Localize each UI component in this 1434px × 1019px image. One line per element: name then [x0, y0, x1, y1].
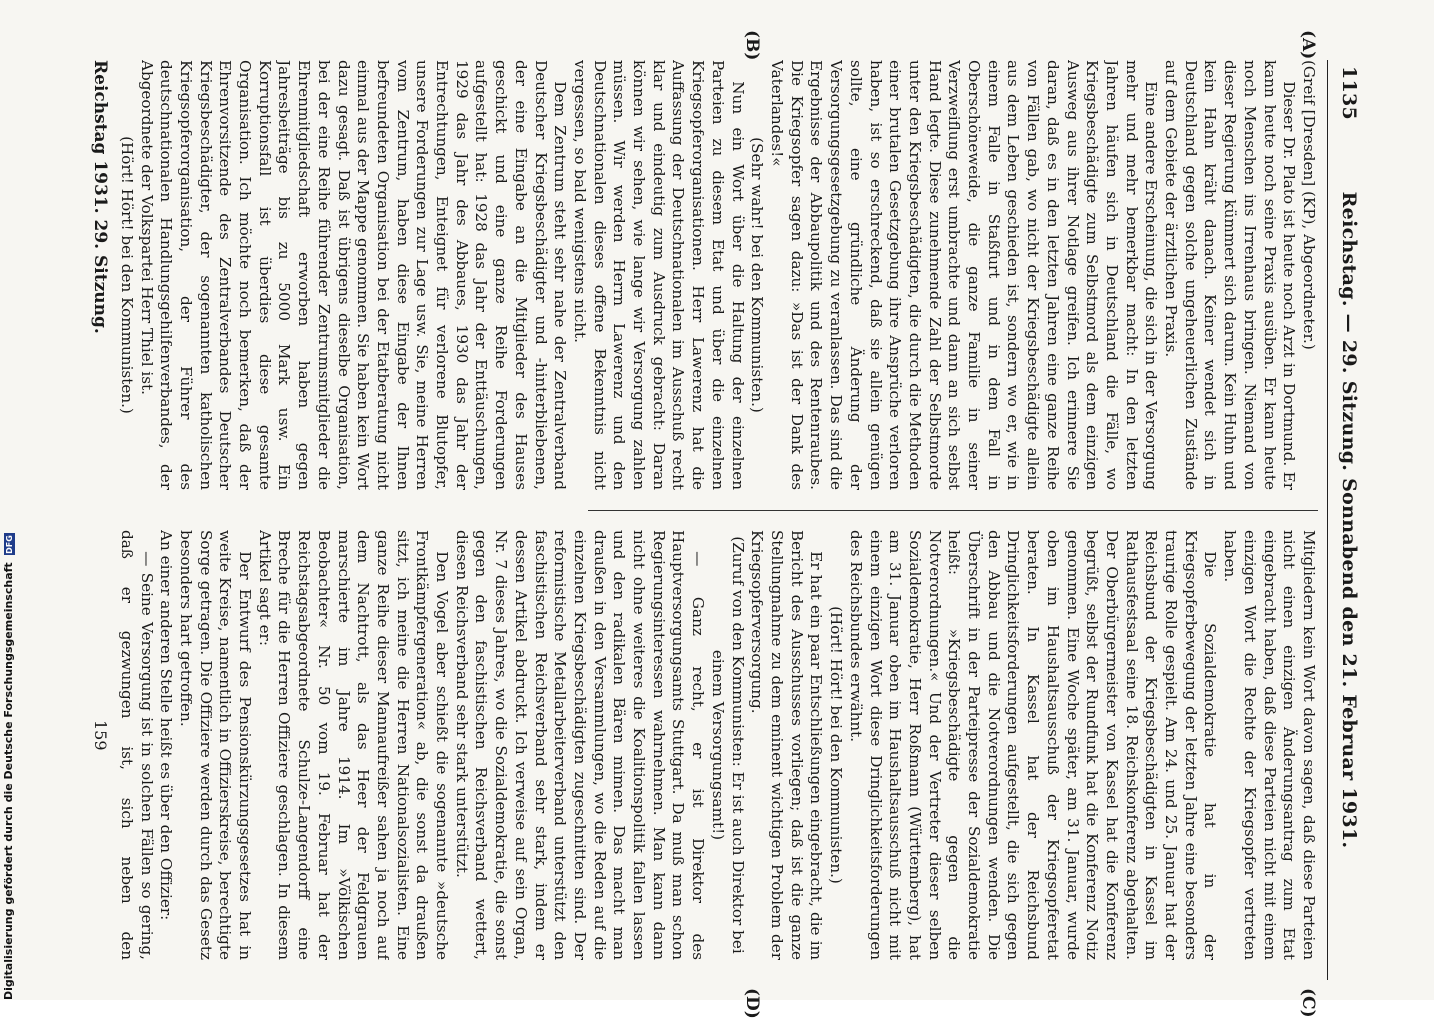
header-title: Reichstag. — 29. Sitzung. Sonnabend den 21. Februar 1931.: [1338, 191, 1360, 849]
paragraph: Den Vogel aber schießt die sogenannte »deutsche Frontkämpfergeneration« ab, die sonst da draußen sitzt, ich meine die Herren Nationalsozialisten. Eine ganze Reihe dieser Mannaufreißer sahen ja noch auf dem Nachtrott, als das Heer der Feldgrauen marschierte im Jahre 1914. Im »Völkischen Beobachter« Nr. 50 vom 19. Februar hat der Reichstagsabgeordnete Schulze-Langendorff eine Breche für die Herren Offiziere geschlagen. In diesem Artikel sagt er:: [255, 530, 452, 960]
interjection: (Hört! Hört! bei den Kommunisten.): [827, 606, 846, 884]
column-divider: [588, 510, 1318, 511]
paragraph: An einer anderen Stelle heißt es über den Offizier:: [157, 530, 176, 921]
interjection: (Zuruf von den Kommunisten: Er ist auch Direktor bei einem Versorgungsamt!): [708, 536, 747, 954]
margin-marker-a: (A): [1298, 30, 1318, 60]
paragraph: Er hat ein paar Entschließungen eingebracht, die im Bericht des Ausschusses vorliegen; daß ist die ganze Stellungnahme zu dem eminent wichtigen Problem der Kriegsopferversorgung.: [748, 530, 826, 960]
credit-text: Digitalisierung gefördert durch die Deutsche Forschungsgemeinschaft: [2, 562, 15, 1000]
dfg-logo-icon: DFG: [4, 535, 14, 554]
paragraph: Dem Zentrum steht sehr nahe der Zentralverband Deutscher Kriegsbeschädigter und -hinterbliebenen, der eine Eingabe an die Mitglieder des Hauses geschickt und eine ganze Reihe Forderungen aufgestellt hat: 1928 das Jahr der Enttäuschungen, 1929 das Jahr des Abbaues, 1930 das Jahr der Entrechtungen, Enteignet für verlorene Blutopfer, unsere Forderungen zur Lage usw. Sie, meine Herren vom Zentrum, haben diese Eingabe der Ihnen befreundeten Organisation bei der Etatberatung nicht einmal aus der Mappe genommen. Sie haben kein Wort dazu gesagt. Daß ist übrigens dieselbe Organisation, bei der eine Reihe führender Zentrumsmitglieder die Ehrenmitgliedschaft erworben haben gegen Jahresbeiträge bis zu 5000 Mark usw. Ein Korruptionsfall ist überdies diese gesamte Organisation. Ich möchte noch bemerken, daß der Ehrenvorsitzende des Zentralverbandes Deutscher Kriegsbeschädigter, der sogenannten katholischen Kriegsopferorganisation, der Führer des deutschnationalen Handlungsgehilfenverbandes, der Abgeordnete der Volkspartei Herr Thiel ist.: [137, 60, 570, 490]
paragraph: (Greif [Dresden] (KP), Abgeordneter.): [1300, 60, 1318, 350]
header-page-number: 1135: [1338, 66, 1360, 121]
paragraph: — Ganz recht, er ist Direktor des Hauptversorgungsamts Stuttgart. Da muß man schon Regierungsinteressen wahrnehmen. Man kann dann nicht ohne weiteres die Koalitionspolitik fallen lassen und den radikalen Bären mimen. Das macht man draußen in den Versammlungen, wo die Reden auf die einzelnen Kriegsbeschädigten zugeschnitten sind. Der reformistische Metallarbeiterverband unterstützt den faschistischen Reichsverband sehr stark, indem er dessen Artikel abdruckt. Ich verweise auf sein Organ, Nr. 7 dieses Jahres, wo die Sozialdemokratie, die sonst gegen den faschistischen Reichsverband wettert, diesen Reichsverband sehr stark unterstützt.: [452, 530, 708, 960]
margin-marker-d: (D): [742, 988, 762, 1019]
right-column: [118, 530, 1318, 960]
paragraph: Mitgliedern kein Wort davon sagen, daß diese Parteien nicht einen einzigen Änderungsantrag zum Etat eingebracht haben, daß diese Parteien nicht mit einem einzigen Wort die Rechte der Kriegsopfer vertreten haben.: [1221, 530, 1318, 960]
quote: — Seine Versorgung ist in solchen Fällen so gering, daß er gezwungen ist, sich neben den: [118, 530, 156, 960]
digitization-credit: [2, 535, 16, 1000]
paragraph: Eine andere Erscheinung, die sich in der Versorgung mehr und mehr bemerkbar macht: In den letzten Jahren häufen sich in Deutschland die Fälle, wo Kriegsbeschädigte zum Selbstmord als dem einzigen Ausweg aus ihrer Notlage greifen. Ich erinnere Sie daran, daß es in den letzten Jahren eine ganze Reihe von Fällen gab, wo nicht der Kriegsbeschädigte allein aus dem Leben geschieden ist, sondern wo er, wie in einem Falle in Staßfurt und in dem Fall in Oberschöneweide, die ganze Familie in seiner Verzweiflung erst umbrachte und dann an sich selbst Hand legte. Diese zunehmende Zahl der Selbstmorde unter den Kriegsbeschädigten, die durch die Methoden einer brutalen Gesetzgebung ihre Ansprüche verloren haben, ist so erschreckend, daß sie allein genügen sollte, eine gründliche Änderung der Versorgungsgesetzgebung zu veranlassen. Das sind die Ergebnisse der Abbaupolitik und des Rentenraubes. Die Kriegsopfer sagen dazu: »Das ist der Dank des Vaterlandes!«: [768, 60, 1161, 490]
paragraph: Die Sozialdemokratie hat in der Kriegsopferbewegung der letzten Jahre eine besonders traurige Rolle gespielt. Am 24. und 25. Januar hat der Reichsbund der Kriegsbeschädigten in Kassel im Rathausfestsaal seine 18. Reichskonferenz abgehalten. Der Oberbürgermeister von Kassel hat die Konferenz begrüßt, selbst der Rundfunk hat die Konferenz Notiz genommen. Eine Woche später, am 31. Januar, wurde oben im Haushaltsausschuß der Kriegsopferetat beraten. In Kassel hat der Reichsbund Dringlichkeitsforderungen aufgestellt, die sich gegen den Abbau und die Notverordnungen wenden. Die Überschrift in der Parteipresse der Sozialdemokratie heißt: »Kriegsbeschädigte gegen die Notverordnungen.« Und der Vertreter dieser selben Sozialdemokratie, Herr Roßmann (Württemberg), hat am 31. Januar oben im Haushaltsausschuß nicht mit einem einzigen Wort diese Dringlichkeitsforderungen des Reichsbundes erwähnt.: [846, 530, 1220, 960]
footer-session: Reichstag 1931. 29. Sitzung.: [90, 60, 110, 334]
page-header: [1327, 60, 1362, 980]
interjection: (Hört! Hört! bei den Kommunisten.): [118, 136, 136, 414]
paragraph: Dieser Dr. Plato ist heute noch Arzt in Dortmund. Er kann heute noch seine Praxis ausüben. Er kann heute noch Menschen ins Irrenhaus bringen. Niemand von dieser Regierung kümmert sich darum. Kein Huhn und kein Hahn kräht danach. Keiner wendet sich in Deutschland gegen solche ungeheuerlichen Zustände auf dem Gebiete der ärztlichen Praxis.: [1162, 60, 1299, 490]
margin-marker-c: (C): [1298, 988, 1318, 1018]
rotated-page-content: [72, 30, 1362, 1019]
left-column: [118, 60, 1318, 490]
paragraph: Nun ein Wort über die Haltung der einzelnen Parteien zu diesem Etat und über die einzelnen Kriegsopferorganisationen. Herr Lawerenz hat die Auffassung der Deutschnationalen im Ausschuß recht klar und eindeutig zum Ausdruck gebracht: Daran können wir sehen, wie lange wir Versorgung zahlen müssen. Wir werden Herrn Lawerenz und den Deutschnationalen dieses offene Bekenntnis nicht vergessen, so bald wenigstens nicht.: [570, 60, 747, 490]
margin-marker-b: (B): [742, 30, 762, 61]
interjection: (Sehr wahr! bei den Kommunisten.): [748, 137, 767, 413]
quote: Der Entwurf des Pensionskürzungsgesetzes hat in weite Kreise, namentlich in Offizierskreise, berechtigte Sorge getragen. Die Offiziere werden durch das Gesetz besonders hart getroffen.: [176, 530, 255, 960]
footer-page-number: 159: [91, 720, 110, 751]
